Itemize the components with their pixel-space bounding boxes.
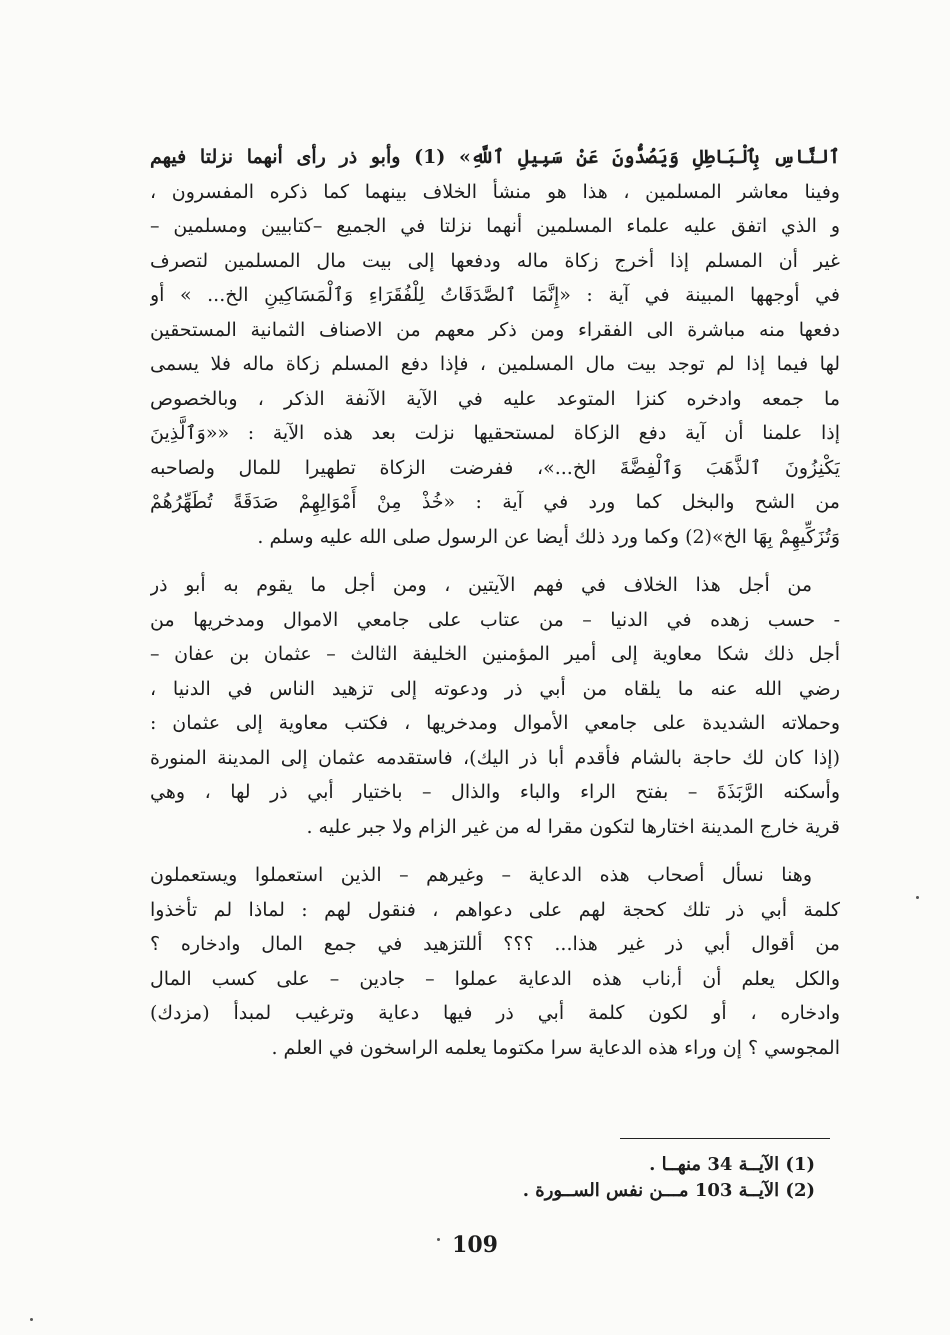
footnotes: [400, 1152, 815, 1204]
text-line: - حسب زهده في الدنيا – من عتاب على جامعي الاموال ومدخريها من: [150, 608, 840, 631]
text-line: دفعها منه مباشرة الى الفقراء ومن ذكر معهم من الاصناف الثمانية المستحقين: [150, 318, 840, 341]
text-line: قرية خارج المدينة اختارها لتكون مقرا له من غير الزام ولا جبر عليه .: [306, 815, 840, 838]
scan-speck: [30, 1318, 33, 1321]
text-line: غير أن المسلم إذا أخرج زكاة ماله ودفعها إلى بيت مال المسلمين لتصرف: [150, 249, 840, 272]
text-line: يَكْنِزُونَ ٱلذَّهَبَ وَٱلْفِضَّةَ الخ...»، ففرضت الزكاة تطهيرا للمال ولصاحبه: [150, 456, 840, 479]
text-line: رضي الله عنه ما يلقاه من أبي ذر ودعوته إلى تزهيد الناس في الدنيا ،: [150, 677, 840, 700]
page-number: 109: [452, 1232, 498, 1258]
text-line: من أجل هذا الخلاف في فهم الآيتين ، ومن أجل ما يقوم به أبو ذر: [150, 574, 812, 596]
text-line: و الذي اتفق عليه علماء المسلمين أنهما نزلتا في الجميع –كتابيين ومسلمين –: [150, 215, 840, 237]
footnote-1: (1) الآيــة 34 منهــا .: [649, 1154, 815, 1175]
text-line: وفينا معاشر المسلمين ، هذا هو منشأ الخلاف بينهما كما ذكره المفسرون ،: [150, 180, 840, 203]
text-line: أجل ذلك شكا معاوية إلى أمير المؤمنين الخليفة الثالث – عثمان بن عفان –: [150, 643, 840, 665]
footnote-2: (2) الآيــة 103 مـــن نفس الســورة .: [522, 1180, 815, 1201]
footnote-divider: [620, 1138, 830, 1139]
text-line: إذا علمنا أن آية دفع الزكاة لمستحقيها نزلت بعد هذه الآية : ««وَٱلَّذِينَ: [150, 422, 840, 444]
text-line: في أوجهها المبينة في آية : «إِنَّمَا ٱلصَّدَقَاتُ لِلْفُقَرَاءِ وَٱلْمَسَاكِينِ الخ... » أو: [150, 284, 840, 306]
page-body: [150, 140, 840, 1079]
scan-speck: [916, 896, 919, 899]
text-line: وَتُزَكِّيهِمْ بِهَا الخ»(2) وكما ورد ذلك أيضا عن الرسول صلى الله عليه وسلم .: [257, 525, 840, 548]
text-line: والكل يعلم أن أ,ناب هذه الدعاية عملوا – جادين – على كسب المال: [150, 967, 840, 990]
text-line: لها فيما إذا لم توجد بيت مال المسلمين ، فإذا دفع المسلم زكاة ماله فلا يسمى: [150, 353, 840, 375]
scan-speck: [437, 1238, 440, 1241]
text-line: ٱلنَّاسِ بِٱلْبَاطِلِ وَيَصُدُّونَ عَنْ سَبِيلِ ٱللَّهِ» (1) وأبو ذر رأى أنهما نزلتا فيهم: [150, 146, 840, 168]
text-line: وهنا نسأل أصحاب هذه الدعاية – وغيرهم – الذين استعملوا ويستعملون: [150, 864, 812, 886]
paragraph-3: [150, 858, 840, 1065]
text-line: (إذا كان لك حاجة بالشام فأقدم أبا ذر اليك)، فاستقدمه عثمان إلى المدينة المنورة: [150, 746, 840, 769]
text-line: ما جمعه وادخره كنزا المتوعد عليه في الآية الآنفة الذكر ، وبالخصوص: [150, 387, 840, 410]
text-line: المجوسي ؟ إن وراء هذه الدعاية سرا مكتوما يعلمه الراسخون في العلم .: [271, 1036, 840, 1059]
text-line: من أقوال أبي ذر غير هذا... ؟؟؟ أللتزهيد في جمع المال وادخاره ؟: [150, 933, 840, 955]
text-line: وادخاره ، أو لكون كلمة أبي ذر فيها دعاية وترغيب لمبدأ (مزدك): [150, 1002, 840, 1024]
text-line: وحملاته الشديدة على جامعي الأموال ومدخريها ، فكتب معاوية إلى عثمان :: [150, 712, 840, 734]
paragraph-2: [150, 568, 840, 844]
text-line: من الشح والبخل كما ورد في آية : «خُذْ مِنْ أَمْوَالِهِمْ صَدَقَةً تُطَهِّرُهُمْ: [150, 491, 840, 513]
text-line: كلمة أبي ذر تلك كحجة لهم على دعواهم ، فنقول لهم : لماذا لم تأخذوا: [150, 898, 840, 921]
paragraph-1: [150, 140, 840, 554]
text-line: وأسكنه الرَّبَذَةَ – بفتح الراء والباء والذال – باختيار أبي ذر لها ، وهي: [150, 781, 840, 803]
